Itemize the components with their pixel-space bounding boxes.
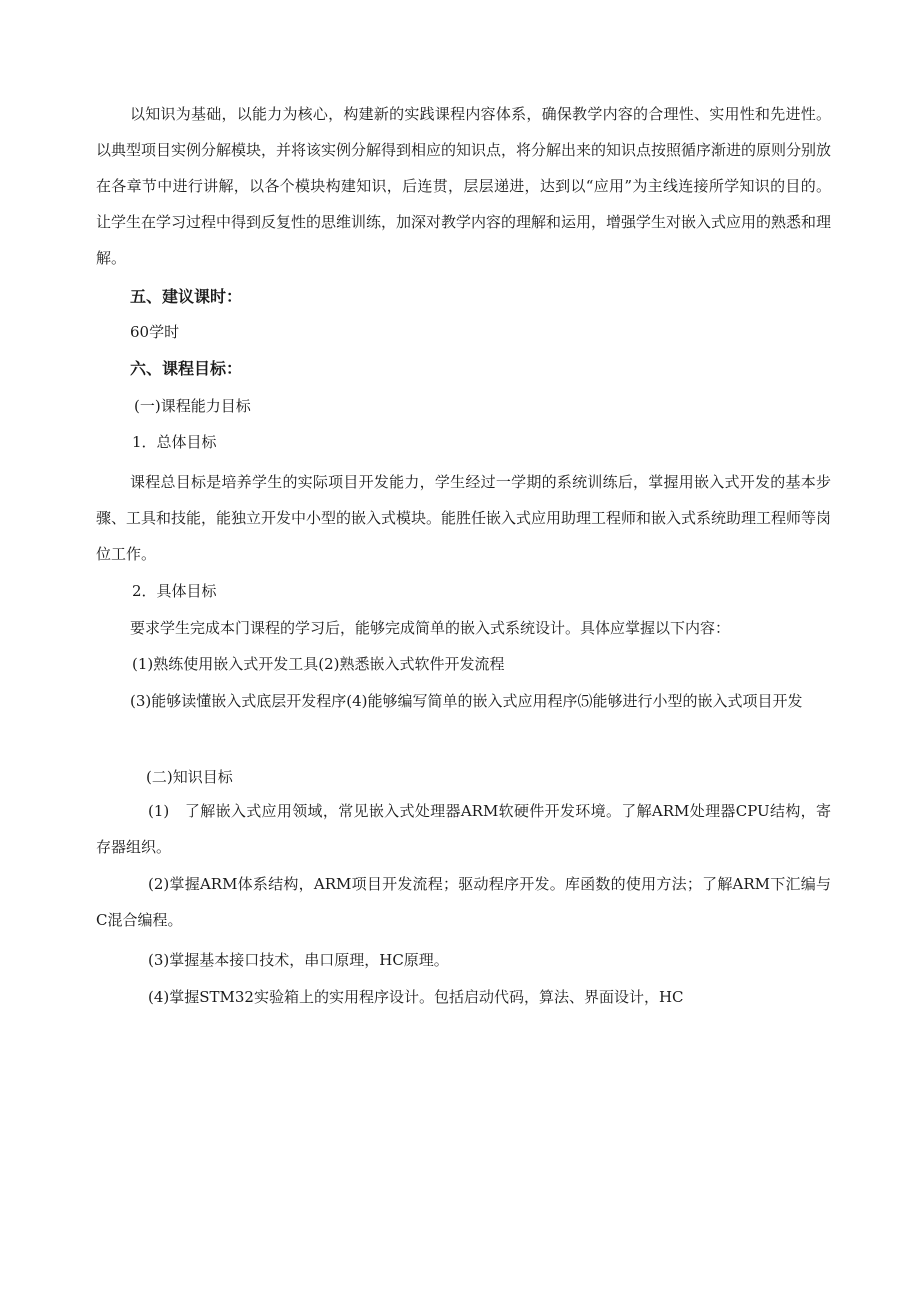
knowledge-item-3: (3)掌握基本接口技术，串口原理，HC原理。 bbox=[148, 951, 449, 969]
section-6-heading: 六、课程目标： bbox=[130, 359, 243, 378]
overall-goals-title: 1．总体目标 bbox=[132, 433, 217, 451]
ability-goals-title: (一)课程能力目标 bbox=[134, 397, 251, 415]
suggested-hours: 60学时 bbox=[130, 323, 180, 341]
section-5-heading: 五、建议课时： bbox=[130, 287, 243, 306]
specific-goals-line-1: (1)熟练使用嵌入式开发工具(2)熟悉嵌入式软件开发流程 bbox=[132, 655, 505, 673]
specific-goals-intro: 要求学生完成本门课程的学习后，能够完成简单的嵌入式系统设计。具体应掌握以下内容： bbox=[130, 619, 731, 637]
knowledge-goals-title: (二)知识目标 bbox=[146, 768, 233, 786]
knowledge-item-2: (2)掌握ARM体系结构，ARM项目开发流程；驱动程序开发。库函数的使用方法；了解ARM下汇编与C混合编程。 bbox=[96, 875, 831, 929]
knowledge-item-1: (1) 了解嵌入式应用领域，常见嵌入式处理器ARM软硬件开发环境。了解ARM处理器CPU结构，寄存器组织。 bbox=[96, 802, 831, 856]
intro-paragraph: 以知识为基础，以能力为核心，构建新的实践课程内容体系，确保教学内容的合理性、实用性和先进性。以典型项目实例分解模块，并将该实例分解得到相应的知识点，将分解出来的知识点按照循序渐进的原则分别放在各章节中进行讲解，以各个模块构建知识，后连贯，层层递进，达到以“应用”为主线连接所学知识的目的。让学生在学习过程中得到反复性的思维训练，加深对教学内容的理解和运用，增强学生对嵌入式应用的熟悉和理解。 bbox=[96, 105, 832, 267]
specific-goals-line-2: (3)能够读懂嵌入式底层开发程序(4)能够编写简单的嵌入式应用程序⑸能够进行小型的嵌入式项目开发 bbox=[130, 692, 803, 710]
specific-goals-title: 2．具体目标 bbox=[132, 582, 217, 600]
knowledge-item-4: (4)掌握STM32实验箱上的实用程序设计。包括启动代码，算法、界面设计，HC bbox=[148, 988, 684, 1006]
overall-goals-text: 课程总目标是培养学生的实际项目开发能力，学生经过一学期的系统训练后，掌握用嵌入式开发的基本步骤、工具和技能，能独立开发中小型的嵌入式模块。能胜任嵌入式应用助理工程师和嵌入式系统助理工程师等岗位工作。 bbox=[96, 473, 832, 563]
